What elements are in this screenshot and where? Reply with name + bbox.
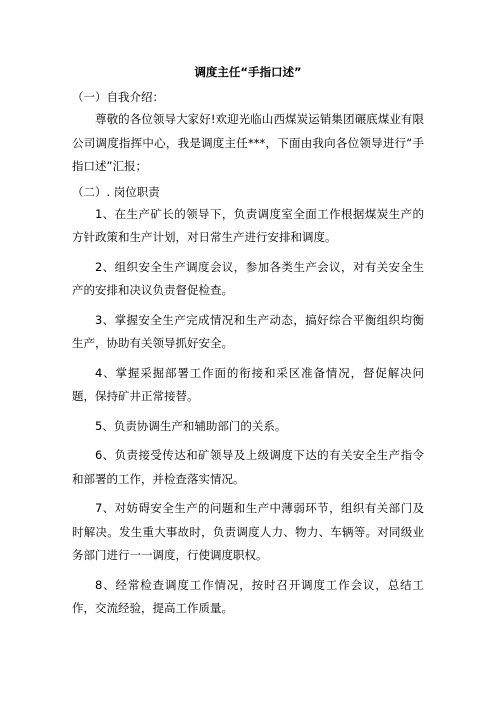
duty-item-5: 5、负责协调生产和辅助部门的关系。	[95, 418, 287, 433]
section-heading-self-introduction: （一）自我介绍：	[72, 90, 164, 104]
duty-item-4: 4、掌握采掘部署工作面的衔接和采区准备情况，督促解决问题，保持矿井正常接替。	[72, 365, 424, 403]
document-title: 调度主任“手指口述”	[194, 65, 302, 79]
duty-item-2: 2、组织安全生产调度会议，参加各类生产会议，对有关安全生产的安排和决议负责督促检查。	[72, 259, 424, 297]
duty-item-3: 3、掌握安全生产完成情况和生产动态，搞好综合平衡组织均衡生产，协助有关领导抓好安全。	[72, 312, 424, 350]
section-heading-duties: （二）. 岗位职责	[72, 184, 160, 199]
duty-item-7: 7、对妨碍安全生产的问题和生产中薄弱环节，组织有关部门及时解决。发生重大事故时，负责调度人力、物力、车辆等。对同级业务部门进行一一调度，行使调度职权。	[72, 501, 424, 562]
duty-item-1: 1、在生产矿长的领导下，负责调度室全面工作根据煤炭生产的方针政策和生产计划，对日常生产进行安排和调度。	[72, 206, 424, 244]
duty-item-8: 8、经常检查调度工作情况，按时召开调度工作会议，总结工作，交流经验，提高工作质量。	[72, 577, 424, 615]
duty-item-6: 6、负责接受传达和矿领导及上级调度下达的有关安全生产指令和部署的工作，并检查落实情况。	[72, 448, 424, 486]
intro-paragraph: 尊敬的各位领导大家好!欢迎光临山西煤炭运销集团碾底煤业有限公司调度指挥中心，我是调度主任***，下面由我向各位领导进行“手指口述”汇报；	[72, 112, 424, 173]
